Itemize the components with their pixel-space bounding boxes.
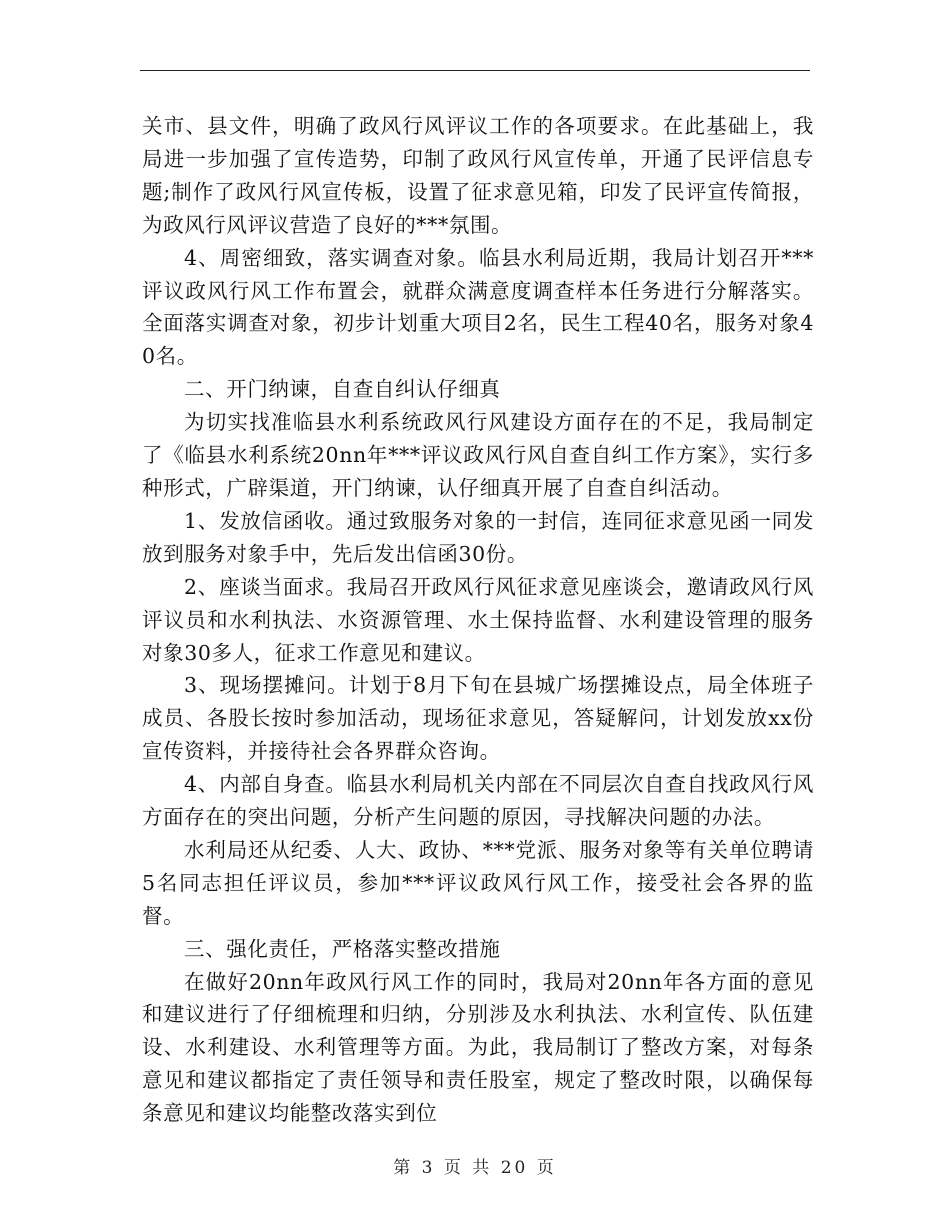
paragraph-7: 3、现场摆摊问。计划于8月下旬在县城广场摆摊设点，局全体班子成员、各股长按时参加活动，现场征求意见，答疑解问，计划发放xx份宣传资料，并接待社会各界群众咨询。: [142, 673, 814, 764]
section-heading-2: 二、开门纳谏，自查自纠认仔细真: [184, 377, 501, 402]
paragraph-11: 在做好20nn年政风行风工作的同时，我局对20nn年各方面的意见和建议进行了仔细梳理和归纳，分别涉及水利执法、水利宣传、队伍建设、水利建设、水利管理等方面。为此，我局制订了整改方案，对每条意见和建议都指定了责任领导和责任股室，规定了整改时限，以确保每条意见和建议均能整改落实到位: [142, 969, 814, 1126]
paragraph-5: 1、发放信函收。通过致服务对象的一封信，连同征求意见函一同发放到服务对象手中，先后发出信函30份。: [142, 508, 814, 566]
paragraph-8: 4、内部自身查。临县水利局机关内部在不同层次自查自找政风行风方面存在的突出问题，分析产生问题的原因，寻找解决问题的办法。: [142, 772, 814, 830]
paragraph-1: 关市、县文件，明确了政风行风评议工作的各项要求。在此基础上，我局进一步加强了宣传造势，印制了政风行风宣传单，开通了民评信息专题;制作了政风行风宣传板，设置了征求意见箱，印发了民评宣传简报，为政风行风评议营造了良好的***氛围。: [142, 114, 814, 237]
page-number-footer: 第 3 页 共 20 页: [393, 1158, 557, 1178]
section-heading-3: 三、强化责任，严格落实整改措施: [184, 936, 501, 961]
body-text: [142, 110, 814, 1130]
paragraph-2: 4、周密细致，落实调查对象。临县水利局近期，我局计划召开***评议政风行风工作布置会，就群众满意度调查样本任务进行分解落实。全面落实调查对象，初步计划重大项目2名，民生工程40名，服务对象40名。: [142, 245, 815, 369]
header-divider: [140, 70, 810, 71]
paragraph-9: 水利局还从纪委、人大、政协、***党派、服务对象等有关单位聘请5名同志担任评议员，参加***评议政风行风工作，接受社会各界的监督。: [142, 837, 814, 928]
paragraph-6: 2、座谈当面求。我局召开政风行风征求意见座谈会，邀请政风行风评议员和水利执法、水资源管理、水土保持监督、水利建设管理的服务对象30多人，征求工作意见和建议。: [142, 574, 814, 665]
paragraph-4: 为切实找准临县水利系统政风行风建设方面存在的不足，我局制定了《临县水利系统20nn年***评议政风行风自查自纠工作方案》，实行多种形式，广辟渠道，开门纳谏，认仔细真开展了自查自纠活动。: [142, 410, 814, 500]
